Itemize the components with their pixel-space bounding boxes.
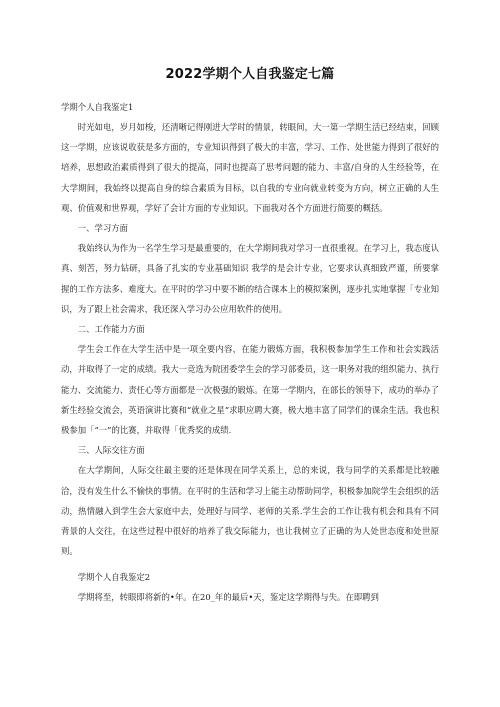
work-ability-heading: 二、工作能力方面 [77, 324, 145, 335]
section2-paragraph: 学期将至，转眼即将新的•年。在20_年的最后•天，鉴定这学期得与失。在即聘到 [77, 592, 379, 603]
document-page [61, 0, 439, 707]
section-heading-2: 学期个人自我鉴定2 [77, 572, 151, 583]
document-title: 2022学期个人自我鉴定七篇 [165, 67, 335, 82]
study-paragraph: 我始终认为作为一名学生学习是最重要的，在大学期间我对学习一直很重视。在学习上，我态度认真、刻苦，努力钻研，具备了扎实的专业基础知识 我学的是会计专业，它要求认真细致严谨，所要掌握的工作方法多、难度大。在平时的学习中要不断的结合课本上的模拟案例，逐步扎实地掌握「专业知识，为了跟上社会需求，我还深入学习办公应用软件的使用。 [61, 243, 439, 314]
work-ability-paragraph: 学生会工作在大学生活中是一项全要内容，在能力锻炼方面，我积极参加学生工作和社会实践活动，并取得了一定的成绩。我大一竞选为院团委学生会的学习部委员，这一职务对我的组织能力、执行能力、交流能力、责任心等方面都是一次极强的锻炼。在第一学期内，在部长的领导下，成功的举办了新生经验交流会，英语演讲比赛和“就业之星”求职应聘大赛，极大地丰富了同学们的课余生活。我也积极参加「“一”的比赛，并取得「优秀奖的成绩. [61, 344, 439, 436]
study-heading: 一、学习方面 [77, 223, 129, 234]
interpersonal-paragraph: 在大学期间，人际交往最主要的还是体现在同学关系上，总的来说，我与同学的关系都是比较融洽，没有发生什么不愉快的事情。在平时的生活和学习上能主动帮助同学，积极参加院学生会组织的活动，热情融入到学生会大家庭中去，处理好与同学、老师的关系.学生会的工作让我有机会和具有不同背景的人交往，在这些过程中很好的培养了我交际能力，也让我树立了正确的为人处世态度和处世原则。 [61, 465, 439, 557]
section-heading-1: 学期个人自我鉴定1 [61, 102, 134, 112]
interpersonal-heading: 三、人际交往方面 [77, 445, 145, 456]
intro-paragraph: 时光如电，岁月如梭，还清晰记得刚进大学时的情景，转眼间，大一第一学期生活已经结束，回顾这一学期，应该说收获是多方面的，专业知识得到了极大的丰富，学习、工作、处世能力得到了很好的培养，思想政治素质得到了很大的提高，同时也提高了思考问题的能力、丰富/自身的人生经验等，在大学期间，我始终以提高自身的综合素质为目标，以自我的专业向就业转变为方向，树立正确的人生观、价值观和世界观，学好了会计方面的专业知识。下面我对各个方面进行简要的概括。 [61, 122, 439, 213]
